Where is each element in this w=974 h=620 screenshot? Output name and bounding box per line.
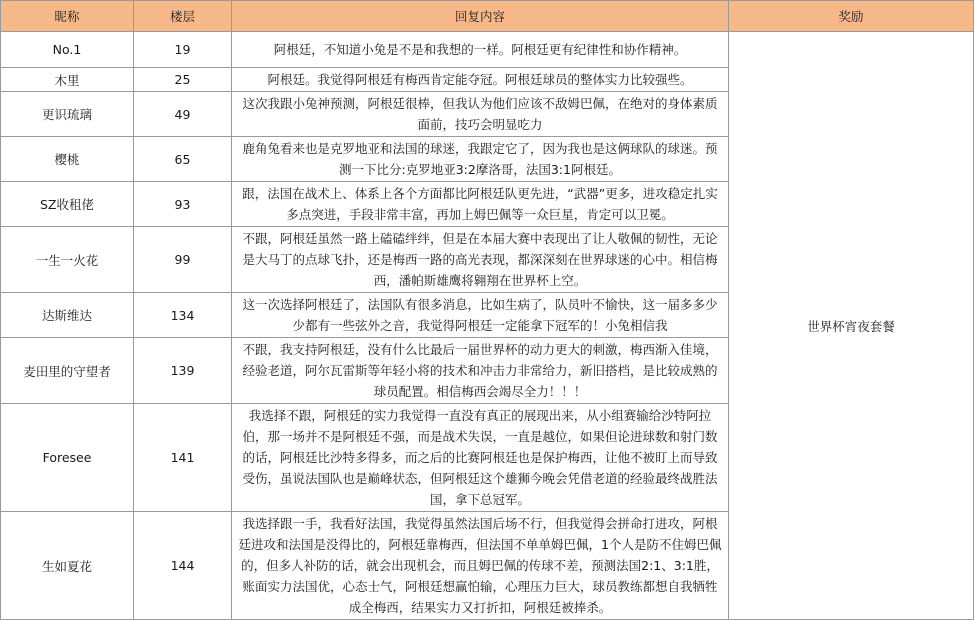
cell-nickname: 木里: [1, 68, 134, 92]
cell-reply: 这次我跟小兔神预测，阿根廷很棒，但我认为他们应该不敌姆巴佩，在绝对的身体素质面前，技巧会明显吃力: [232, 92, 729, 137]
cell-floor: 93: [134, 182, 232, 227]
cell-reply: 阿根廷，不知道小兔是不是和我想的一样。阿根廷更有纪律性和协作精神。: [232, 32, 729, 68]
cell-reply: 不跟，阿根廷虽然一路上磕磕绊绊，但是在本届大赛中表现出了让人敬佩的韧性，无论是大马丁的点球飞扑，还是梅西一路的高光表现，都深深刻在世界球迷的心中。相信梅西，潘帕斯雄鹰将翱翔在世界杯上空。: [232, 227, 729, 293]
cell-nickname: Foresee: [1, 404, 134, 512]
cell-floor: 139: [134, 338, 232, 404]
cell-nickname: SZ收租佬: [1, 182, 134, 227]
cell-reply: 这一次选择阿根廷了，法国队有很多消息，比如生病了，队员叶不愉快，这一届多多少少都有一些弦外之音，我觉得阿根廷一定能拿下冠军的！小兔相信我: [232, 293, 729, 338]
cell-floor: 134: [134, 293, 232, 338]
table-header-row: [1, 1, 974, 32]
cell-nickname: No.1: [1, 32, 134, 68]
cell-nickname: 一生一火花: [1, 227, 134, 293]
cell-floor: 25: [134, 68, 232, 92]
cell-nickname: 更识琉璃: [1, 92, 134, 137]
header-nickname: 昵称: [1, 1, 134, 32]
cell-reply: 我选择跟一手，我看好法国，我觉得虽然法国后场不行，但我觉得会拼命打进攻，阿根廷进攻和法国是没得比的，阿根廷靠梅西，但法国不单单姆巴佩，1个人是防不住姆巴佩的，但多人补防的话，就会出现机会，而且姆巴佩的传球不差，预测法国2:1、3:1胜，账面实力法国优，心态士气，阿根廷想赢怕输，心理压力巨大，球员教练都想自我牺牲成全梅西，结果实力又打折扣，阿根廷被捧杀。: [232, 512, 729, 620]
header-reply: 回复内容: [232, 1, 729, 32]
cell-reply: 跟，法国在战术上、体系上各个方面都比阿根廷队更先进，“武器”更多，进攻稳定扎实多点突进，手段非常丰富，再加上姆巴佩等一众巨星，肯定可以卫冕。: [232, 182, 729, 227]
cell-floor: 65: [134, 137, 232, 182]
cell-nickname: 麦田里的守望者: [1, 338, 134, 404]
cell-nickname: 生如夏花: [1, 512, 134, 620]
cell-floor: 19: [134, 32, 232, 68]
cell-floor: 99: [134, 227, 232, 293]
cell-nickname: 达斯维达: [1, 293, 134, 338]
cell-floor: 141: [134, 404, 232, 512]
cell-reply: 鹿角兔看来也是克罗地亚和法国的球迷，我跟定它了，因为我也是这俩球队的球迷。预测一下比分:克罗地亚3:2摩洛哥，法国3:1阿根廷。: [232, 137, 729, 182]
cell-floor: 49: [134, 92, 232, 137]
cell-floor: 144: [134, 512, 232, 620]
header-floor: 楼层: [134, 1, 232, 32]
cell-prize: 世界杯宵夜套餐: [729, 32, 974, 620]
header-prize: 奖励: [729, 1, 974, 32]
cell-reply: 我选择不跟，阿根廷的实力我觉得一直没有真正的展现出来，从小组赛输给沙特阿拉伯，那一场并不是阿根廷不强，而是战术失误，一直是越位，如果但论进球数和射门数的话，阿根廷比沙特多得多，而之后的比赛阿根廷也是保护梅西，让他不被盯上而导致受伤，虽说法国队也是巅峰状态，但阿根廷这个雄狮今晚会凭借老道的经验最终战胜法国，拿下总冠军。: [232, 404, 729, 512]
cell-nickname: 樱桃: [1, 137, 134, 182]
table-row: [1, 32, 974, 68]
cell-reply: 不跟，我支持阿根廷，没有什么比最后一届世界杯的动力更大的刺激，梅西渐入佳境，经验老道，阿尔瓦雷斯等年轻小将的技术和冲击力非常给力，新旧搭档，是比较成熟的球员配置。相信梅西会竭尽全力！！！: [232, 338, 729, 404]
cell-reply: 阿根廷。我觉得阿根廷有梅西肯定能夺冠。阿根廷球员的整体实力比较强些。: [232, 68, 729, 92]
